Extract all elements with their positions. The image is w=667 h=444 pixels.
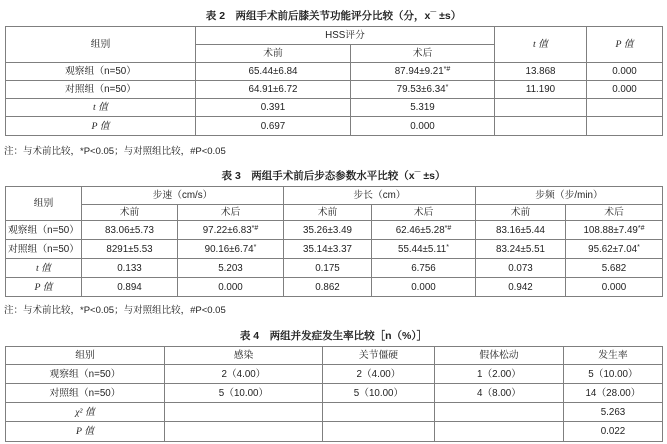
table3-head-group: 组别 xyxy=(6,187,82,221)
table3-cell-speed-pre-value: 0.133 xyxy=(117,262,142,274)
table2-note: 注：与术前比较，*P<0.05；与对照组比较，#P<0.05 xyxy=(4,146,226,157)
table3-row xyxy=(6,278,663,297)
table3-cell-speed-pre-value: 8291±5.53 xyxy=(106,243,153,255)
table3-cell-cadence-post-value: 95.62±7.04 xyxy=(588,243,638,255)
table3-head-stride-pre: 术前 xyxy=(284,205,372,221)
table2-cell-post-value: 0.000 xyxy=(410,120,435,132)
table4-head-stiffness: 关节僵硬 xyxy=(323,347,435,365)
table3-head-speed: 步速（cm/s） xyxy=(82,187,284,205)
table3-note: 注：与术前比较，*P<0.05；与对照组比较，#P<0.05 xyxy=(4,305,226,316)
table2-cell-p xyxy=(587,117,663,136)
table3-cell-stride-pre xyxy=(284,221,372,240)
table3-cell-speed-post xyxy=(178,259,284,278)
table3-head-cadence-post: 术后 xyxy=(566,205,663,221)
table3-cell-cadence-post-value: 0.000 xyxy=(601,281,627,293)
table2-cell-t: 13.868 xyxy=(495,63,587,81)
table2-cell-post xyxy=(351,117,495,136)
table3-cell-stride-post-sig-mark: * xyxy=(446,243,449,251)
table4-row-label: 对照组（n=50） xyxy=(6,384,165,403)
table3-cell-stride-post xyxy=(372,240,476,259)
table2-cell-t: 11.190 xyxy=(495,81,587,99)
table3-cell-cadence-pre xyxy=(476,259,566,278)
table3-cell-cadence-post-value: 5.682 xyxy=(601,262,627,274)
table4-cell-infection: 5（10.00） xyxy=(165,384,323,403)
table2-cell-p: 0.000 xyxy=(587,63,663,81)
table2-cell-post-value: 5.319 xyxy=(410,102,435,113)
table2-cell-post xyxy=(351,81,495,99)
table4-cell-rate: 0.022 xyxy=(564,422,663,442)
table4-head-group: 组别 xyxy=(6,347,165,365)
table2-row xyxy=(6,63,663,81)
table2-cell-post-value: 79.53±6.34 xyxy=(396,84,446,95)
table3-row-label: 对照组（n=50） xyxy=(6,240,82,259)
table4-cell-stiffness xyxy=(323,403,435,422)
table2-cell-p xyxy=(587,99,663,117)
table4-cell-loosening: 4（8.00） xyxy=(435,384,564,403)
table3-cell-cadence-pre-value: 83.24±5.51 xyxy=(496,243,545,255)
table2-cell-pre-value: 0.391 xyxy=(260,102,286,113)
table3-cell-stride-post-value: 62.46±5.28 xyxy=(395,224,445,236)
table4-cell-rate: 5.263 xyxy=(564,403,663,422)
table3-cell-stride-pre xyxy=(284,278,372,297)
table3-cell-speed-pre xyxy=(82,221,178,240)
table3-cell-speed-post-value: 0.000 xyxy=(218,281,243,293)
table3-cell-stride-pre-value: 35.26±3.49 xyxy=(303,224,352,236)
table2-cell-pre xyxy=(196,99,351,117)
table3-cell-cadence-pre xyxy=(476,240,566,259)
table3-caption: 表 3 两组手术前后步态参数水平比较（x¯ ±s） xyxy=(221,170,446,182)
table2-row xyxy=(6,99,663,117)
table3 xyxy=(5,186,663,297)
table3-cell-stride-post-sig-mark: *# xyxy=(444,224,452,232)
table2-cell-post-value: 87.94±9.21 xyxy=(394,66,444,77)
table3-cell-speed-pre xyxy=(82,278,178,297)
table2 xyxy=(5,26,663,136)
table3-cell-stride-pre-value: 35.14±3.37 xyxy=(303,243,352,255)
table3-cell-stride-pre xyxy=(284,240,372,259)
table3-cell-cadence-post xyxy=(566,221,663,240)
table3-cell-cadence-post xyxy=(566,259,663,278)
table3-row xyxy=(6,259,663,278)
table4-head-infection: 感染 xyxy=(165,347,323,365)
table4-cell-loosening xyxy=(435,403,564,422)
table3-head-speed-pre: 术前 xyxy=(82,205,178,221)
table4-row-label: χ² 值 xyxy=(6,403,165,422)
table4-row-label: 观察组（n=50） xyxy=(6,365,165,384)
table3-row xyxy=(6,240,663,259)
table2-cell-t xyxy=(495,99,587,117)
table3-cell-stride-post xyxy=(372,278,476,297)
table3-head-cadence-pre: 术前 xyxy=(476,205,566,221)
table4-row xyxy=(6,422,663,442)
table2-cell-post xyxy=(351,99,495,117)
table4-row xyxy=(6,365,663,384)
table4-cell-loosening xyxy=(435,422,564,442)
table4-head-rate: 发生率 xyxy=(564,347,663,365)
table2-cell-p: 0.000 xyxy=(587,81,663,99)
table3-cell-speed-pre-value: 83.06±5.73 xyxy=(105,224,154,236)
table2-row-label: P 值 xyxy=(6,117,196,136)
table4-row xyxy=(6,384,663,403)
table2-cell-post-sig-mark: * xyxy=(445,84,449,91)
table3-cell-speed-pre xyxy=(82,240,178,259)
table2-cell-pre xyxy=(196,117,351,136)
table4-cell-loosening: 1（2.00） xyxy=(435,365,564,384)
table3-row-label: P 值 xyxy=(6,278,82,297)
table3-cell-speed-post-value: 97.22±6.83 xyxy=(202,224,252,236)
table2-head-p: P 值 xyxy=(587,27,663,63)
table3-cell-cadence-pre xyxy=(476,221,566,240)
table2-cell-pre-value: 65.44±6.84 xyxy=(248,66,298,77)
table2-caption: 表 2 两组手术前后膝关节功能评分比较（分，x¯ ±s） xyxy=(205,10,462,22)
table2-cell-pre xyxy=(196,63,351,81)
table3-cell-stride-post-value: 55.44±5.11 xyxy=(398,243,447,255)
table4-row-label: P 值 xyxy=(6,422,165,442)
table3-cell-stride-post-value: 0.000 xyxy=(411,281,436,293)
table4-cell-infection xyxy=(165,403,323,422)
table2-row-label: 观察组（n=50） xyxy=(6,63,196,81)
table3-cell-stride-post xyxy=(372,259,476,278)
table2-cell-t xyxy=(495,117,587,136)
table4-cell-rate: 5（10.00） xyxy=(564,365,663,384)
table3-cell-cadence-post xyxy=(566,278,663,297)
table2-cell-pre xyxy=(196,81,351,99)
table3-cell-speed-pre-value: 0.894 xyxy=(117,281,142,293)
table4-head-loosening: 假体松动 xyxy=(435,347,564,365)
table4-cell-stiffness: 5（10.00） xyxy=(323,384,435,403)
table3-cell-cadence-post-sig-mark: * xyxy=(637,243,640,251)
table3-head-speed-post: 术后 xyxy=(178,205,284,221)
table3-cell-stride-pre xyxy=(284,259,372,278)
table3-row-label: 观察组（n=50） xyxy=(6,221,82,240)
table4-cell-rate: 14（28.00） xyxy=(564,384,663,403)
table3-cell-speed-post-value: 90.16±6.74 xyxy=(204,243,254,255)
table4 xyxy=(5,346,663,442)
table3-cell-stride-post-value: 6.756 xyxy=(411,262,436,274)
table2-row xyxy=(6,81,663,99)
table4-row xyxy=(6,403,663,422)
table3-head-stride: 步长（cm） xyxy=(284,187,476,205)
table3-cell-cadence-post-sig-mark: *# xyxy=(637,224,645,232)
table3-cell-cadence-pre-value: 0.073 xyxy=(508,262,533,274)
table4-cell-stiffness xyxy=(323,422,435,442)
table3-cell-cadence-post-value: 108.88±7.49 xyxy=(583,224,638,236)
table2-cell-post-sig-mark: *# xyxy=(443,66,451,73)
table2-cell-pre-value: 0.697 xyxy=(260,120,286,132)
table3-cell-stride-pre-value: 0.862 xyxy=(315,281,340,293)
table3-cell-cadence-pre xyxy=(476,278,566,297)
table2-row-label: 对照组（n=50） xyxy=(6,81,196,99)
table4-cell-infection: 2（4.00） xyxy=(165,365,323,384)
table3-cell-cadence-post xyxy=(566,240,663,259)
table3-cell-speed-post-sig-mark: *# xyxy=(251,224,259,232)
table3-cell-speed-post xyxy=(178,278,284,297)
table2-row xyxy=(6,117,663,136)
table3-cell-speed-post-value: 5.203 xyxy=(218,262,243,274)
table2-head-pre: 术前 xyxy=(196,45,351,63)
table2-head-hss: HSS评分 xyxy=(196,27,495,45)
table2-cell-pre-value: 64.91±6.72 xyxy=(248,84,298,95)
table2-head-t: t 值 xyxy=(495,27,587,63)
table3-head-cadence: 步频（步/min） xyxy=(476,187,663,205)
table2-head-post: 术后 xyxy=(351,45,495,63)
table3-row xyxy=(6,221,663,240)
table2-cell-post xyxy=(351,63,495,81)
table4-cell-stiffness: 2（4.00） xyxy=(323,365,435,384)
table2-head-group: 组别 xyxy=(6,27,196,63)
table3-cell-speed-post xyxy=(178,240,284,259)
table3-cell-speed-post xyxy=(178,221,284,240)
table3-cell-stride-pre-value: 0.175 xyxy=(315,262,340,274)
table4-cell-infection xyxy=(165,422,323,442)
table3-cell-stride-post xyxy=(372,221,476,240)
table3-cell-speed-pre xyxy=(82,259,178,278)
table3-row-label: t 值 xyxy=(6,259,82,278)
table3-head-stride-post: 术后 xyxy=(372,205,476,221)
table2-row-label: t 值 xyxy=(6,99,196,117)
table4-caption: 表 4 两组并发症发生率比较［n（%）］ xyxy=(239,330,428,342)
table3-cell-cadence-pre-value: 83.16±5.44 xyxy=(496,224,545,236)
table3-cell-cadence-pre-value: 0.942 xyxy=(508,281,533,293)
table3-cell-speed-post-sig-mark: * xyxy=(253,243,257,251)
